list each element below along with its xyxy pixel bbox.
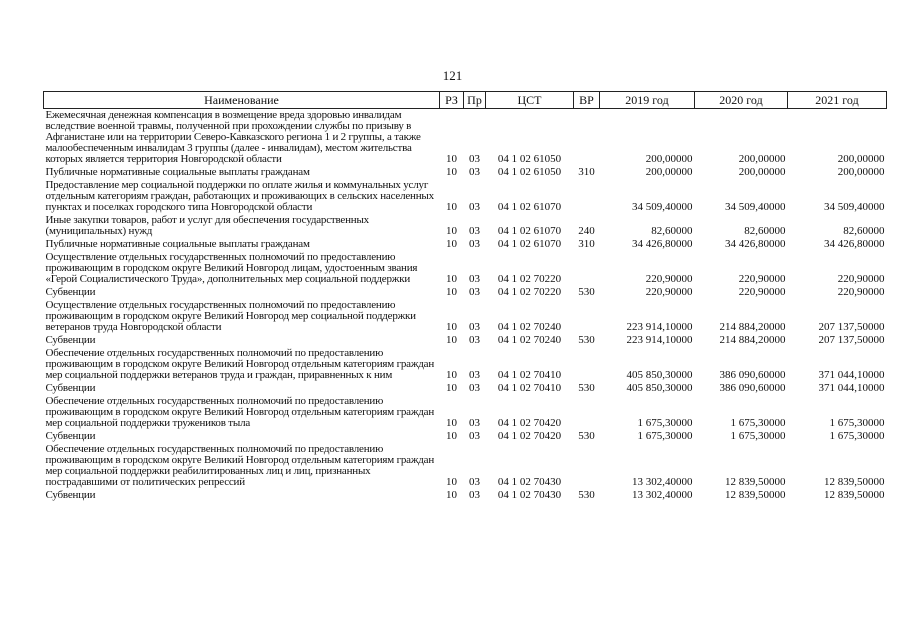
row-name: Осуществление отдельных государственных полномочий по предоставлению проживающим в городском округе Великий Новгород мер социальной поддержки ветеранов труда Новгородской области xyxy=(45,299,416,333)
row-2020: 82,60000 xyxy=(744,225,786,237)
row-cst: 04 1 02 70420 xyxy=(497,430,562,442)
row-2020: 220,90000 xyxy=(738,286,786,298)
row-vr: 310 xyxy=(578,166,595,178)
row-2020: 1 675,30000 xyxy=(730,430,786,442)
row-rz: 10 xyxy=(446,417,457,429)
table-header xyxy=(44,92,887,109)
row-2020: 1 675,30000 xyxy=(730,417,786,429)
row-rz: 10 xyxy=(446,225,457,237)
row-pr: 03 xyxy=(469,382,480,394)
row-cst: 04 1 02 70430 xyxy=(497,476,562,488)
row-2020: 220,90000 xyxy=(738,273,786,285)
header-name: Наименование xyxy=(44,92,440,109)
row-name: Субвенции xyxy=(45,430,96,442)
row-name: Публичные нормативные социальные выплаты гражданам xyxy=(45,166,310,178)
row-vr: 530 xyxy=(578,286,595,298)
row-pr: 03 xyxy=(469,321,480,333)
row-name: Субвенции xyxy=(45,334,96,346)
table-row xyxy=(44,382,887,395)
header-2021: 2021 год xyxy=(788,92,887,109)
row-2021: 82,60000 xyxy=(843,225,885,237)
row-cst: 04 1 02 70410 xyxy=(497,382,562,394)
row-2020: 386 090,60000 xyxy=(719,382,786,394)
row-name: Осуществление отдельных государственных полномочий по предоставлению проживающим в городском округе Великий Новгород лицам, удостоенным звания «Герой Социалистического Труда», дополнительных мер социальной поддержки xyxy=(45,251,418,285)
row-2021: 371 044,10000 xyxy=(818,382,885,394)
row-pr: 03 xyxy=(469,286,480,298)
row-pr: 03 xyxy=(469,238,480,250)
row-cst: 04 1 02 70410 xyxy=(497,369,562,381)
row-cst: 04 1 02 70240 xyxy=(497,321,562,333)
row-rz: 10 xyxy=(446,476,457,488)
row-2021: 1 675,30000 xyxy=(829,417,885,429)
row-2020: 34 509,40000 xyxy=(725,201,786,213)
row-2021: 12 839,50000 xyxy=(824,476,885,488)
row-vr: 530 xyxy=(578,334,595,346)
row-pr: 03 xyxy=(469,476,480,488)
row-pr: 03 xyxy=(469,369,480,381)
table-body xyxy=(44,109,887,503)
row-2019: 13 302,40000 xyxy=(632,489,693,501)
header-vr: ВР xyxy=(574,92,600,109)
row-cst: 04 1 02 70430 xyxy=(497,489,562,501)
row-rz: 10 xyxy=(446,238,457,250)
row-cst: 04 1 02 61050 xyxy=(497,166,562,178)
row-2019: 200,00000 xyxy=(645,153,693,165)
row-rz: 10 xyxy=(446,153,457,165)
row-vr: 310 xyxy=(578,238,595,250)
row-2021: 220,90000 xyxy=(837,273,885,285)
row-pr: 03 xyxy=(469,153,480,165)
table-row xyxy=(44,299,887,334)
row-name: Публичные нормативные социальные выплаты гражданам xyxy=(45,238,310,250)
row-2019: 1 675,30000 xyxy=(637,417,693,429)
table-row xyxy=(44,430,887,443)
row-2019: 220,90000 xyxy=(645,286,693,298)
row-2021: 1 675,30000 xyxy=(829,430,885,442)
table-row xyxy=(44,334,887,347)
row-2020: 12 839,50000 xyxy=(725,476,786,488)
header-rz: РЗ xyxy=(440,92,464,109)
table-row xyxy=(44,238,887,251)
row-vr xyxy=(574,443,600,489)
row-rz: 10 xyxy=(446,166,457,178)
row-rz: 10 xyxy=(446,273,457,285)
row-pr: 03 xyxy=(469,334,480,346)
row-vr: 240 xyxy=(578,225,595,237)
row-name: Обеспечение отдельных государственных полномочий по предоставлению проживающим в городском округе Великий Новгород отдельным категориям граждан мер социальной поддержки тружеников тыла xyxy=(45,395,435,429)
row-2021: 207 137,50000 xyxy=(818,321,885,333)
row-vr: 530 xyxy=(578,489,595,501)
table-row xyxy=(44,214,887,238)
row-2020: 12 839,50000 xyxy=(725,489,786,501)
row-2021: 220,90000 xyxy=(837,286,885,298)
row-vr xyxy=(574,299,600,334)
row-2021: 34 509,40000 xyxy=(824,201,885,213)
row-2019: 220,90000 xyxy=(645,273,693,285)
row-2019: 405 850,30000 xyxy=(626,382,693,394)
row-name: Субвенции xyxy=(45,286,96,298)
table-row xyxy=(44,489,887,502)
row-2020: 386 090,60000 xyxy=(719,369,786,381)
row-vr: 530 xyxy=(578,430,595,442)
row-rz: 10 xyxy=(446,201,457,213)
budget-table xyxy=(43,91,887,502)
row-2021: 12 839,50000 xyxy=(824,489,885,501)
row-2019: 223 914,10000 xyxy=(626,321,693,333)
row-rz: 10 xyxy=(446,334,457,346)
row-2021: 371 044,10000 xyxy=(818,369,885,381)
row-2021: 200,00000 xyxy=(837,153,885,165)
row-2021: 200,00000 xyxy=(837,166,885,178)
row-pr: 03 xyxy=(469,417,480,429)
row-2019: 200,00000 xyxy=(645,166,693,178)
row-2020: 200,00000 xyxy=(738,153,786,165)
row-rz: 10 xyxy=(446,430,457,442)
page-number: 121 xyxy=(442,68,463,83)
row-pr: 03 xyxy=(469,201,480,213)
table-row xyxy=(44,347,887,382)
row-name: Предоставление мер социальной поддержки по оплате жилья и коммунальных услуг отдельным категориям граждан, работающих и проживающих в сельских населенных пунктах и поселках городского типа Новгородской области xyxy=(45,179,434,213)
row-cst: 04 1 02 70220 xyxy=(497,286,562,298)
row-2019: 13 302,40000 xyxy=(632,476,693,488)
table-row xyxy=(44,286,887,299)
row-vr xyxy=(574,251,600,286)
row-cst: 04 1 02 61070 xyxy=(497,201,562,213)
row-pr: 03 xyxy=(469,166,480,178)
row-2019: 405 850,30000 xyxy=(626,369,693,381)
row-cst: 04 1 02 70240 xyxy=(497,334,562,346)
row-pr: 03 xyxy=(469,273,480,285)
row-name: Обеспечение отдельных государственных полномочий по предоставлению проживающим в городском округе Великий Новгород отдельным категориям граждан мер социальной поддержки реабилитированных лиц и лиц, признанных пострадавшими от политических репрессий xyxy=(45,443,435,488)
row-vr xyxy=(574,395,600,430)
header-pr: Пр xyxy=(464,92,486,109)
row-vr: 530 xyxy=(578,382,595,394)
row-2019: 223 914,10000 xyxy=(626,334,693,346)
row-2019: 1 675,30000 xyxy=(637,430,693,442)
row-vr xyxy=(574,179,600,214)
row-cst: 04 1 02 61070 xyxy=(497,225,562,237)
row-name: Ежемесячная денежная компенсация в возмещение вреда здоровью инвалидам вследствие военной травмы, полученной при прохождении службы по призыву в Афганистане или на территории Северо-Кавказского региона 1 и 2 группы, а также малообеспеченным инвалидам 3 группы (далее - инвалидам), местом жительства которых является территория Новгородской области xyxy=(45,109,421,165)
row-rz: 10 xyxy=(446,489,457,501)
row-2021: 207 137,50000 xyxy=(818,334,885,346)
row-cst: 04 1 02 70420 xyxy=(497,417,562,429)
header-2020: 2020 год xyxy=(695,92,788,109)
row-2020: 214 884,20000 xyxy=(719,334,786,346)
row-pr: 03 xyxy=(469,430,480,442)
table-row xyxy=(44,179,887,214)
row-vr xyxy=(574,347,600,382)
row-2019: 34 426,80000 xyxy=(632,238,693,250)
row-rz: 10 xyxy=(446,321,457,333)
row-2020: 214 884,20000 xyxy=(719,321,786,333)
table-row xyxy=(44,251,887,286)
row-2019: 34 509,40000 xyxy=(632,201,693,213)
row-name: Субвенции xyxy=(45,382,96,394)
row-2021: 34 426,80000 xyxy=(824,238,885,250)
row-rz: 10 xyxy=(446,286,457,298)
table-row xyxy=(44,443,887,489)
row-cst: 04 1 02 61050 xyxy=(497,153,562,165)
row-2019: 82,60000 xyxy=(651,225,693,237)
table-row xyxy=(44,166,887,179)
row-cst: 04 1 02 61070 xyxy=(497,238,562,250)
row-name: Иные закупки товаров, работ и услуг для обеспечения государственных (муниципальных) нужд xyxy=(45,214,369,237)
row-rz: 10 xyxy=(446,382,457,394)
row-name: Субвенции xyxy=(45,489,96,501)
table-row xyxy=(44,109,887,167)
header-cst: ЦСТ xyxy=(486,92,574,109)
table-row xyxy=(44,395,887,430)
row-cst: 04 1 02 70220 xyxy=(497,273,562,285)
row-vr xyxy=(574,109,600,167)
row-pr: 03 xyxy=(469,225,480,237)
row-pr: 03 xyxy=(469,489,480,501)
row-rz: 10 xyxy=(446,369,457,381)
row-2020: 34 426,80000 xyxy=(725,238,786,250)
header-2019: 2019 год xyxy=(600,92,695,109)
row-2020: 200,00000 xyxy=(738,166,786,178)
row-name: Обеспечение отдельных государственных полномочий по предоставлению проживающим в городском округе Великий Новгород отдельным категориям граждан мер социальной поддержки ветеранов труда и граждан, приравненных к ним xyxy=(45,347,435,381)
